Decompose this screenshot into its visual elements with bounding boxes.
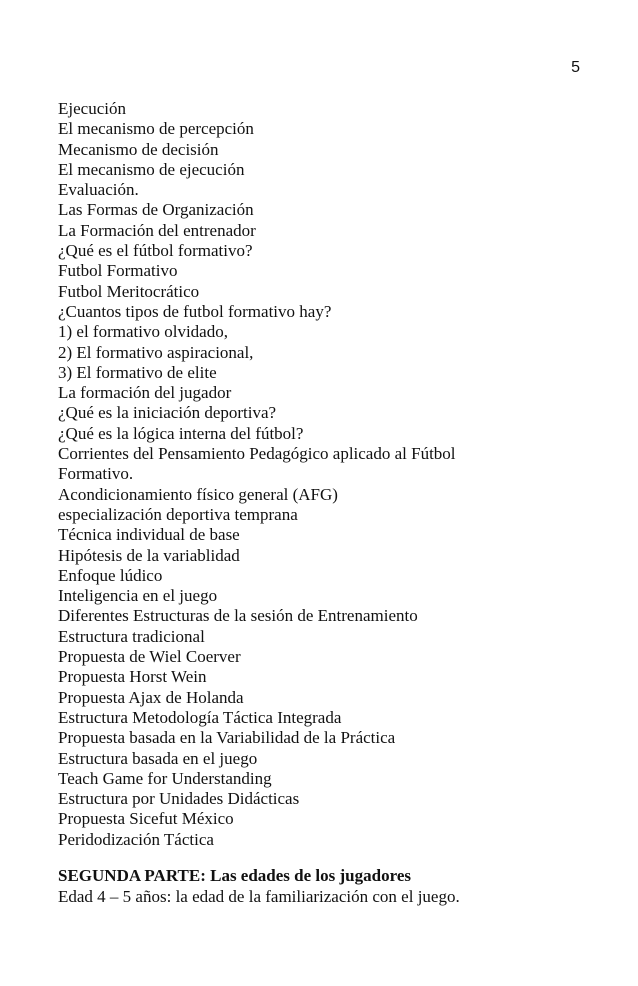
toc-line: Acondicionamiento físico general (AFG)	[58, 484, 338, 504]
toc-line: Formativo.	[58, 464, 134, 484]
toc-line: Hipótesis de la variablidad	[58, 545, 240, 565]
toc-line: 1) el formativo olvidado,	[58, 322, 228, 342]
toc-line: Evaluación.	[58, 180, 139, 200]
toc-line: Las Formas de Organización	[58, 200, 254, 220]
toc-line: Estructura por Unidades Didácticas	[58, 789, 300, 809]
toc-line: Estructura Metodología Táctica Integrada	[58, 707, 342, 727]
toc-line: Futbol Meritocrático	[58, 281, 200, 301]
toc-line: ¿Qué es el fútbol formativo?	[58, 241, 253, 261]
toc-line: Mecanismo de decisión	[58, 139, 219, 159]
toc-line: Ejecución	[58, 99, 126, 118]
toc-line: Propuesta Sicefut México	[58, 809, 234, 829]
toc-line: ¿Qué es la lógica interna del fútbol?	[58, 423, 304, 443]
toc-line: ¿Qué es la iniciación deportiva?	[58, 403, 277, 423]
toc-line: 2) El formativo aspiracional,	[58, 342, 254, 362]
toc-line: Futbol Formativo	[58, 261, 178, 281]
toc-line: Estructura tradicional	[58, 626, 205, 646]
toc-line: Estructura basada en el juego	[58, 748, 258, 768]
toc-line: Propuesta Ajax de Holanda	[58, 687, 244, 707]
toc-line: Propuesta basada en la Variabilidad de la Práctica	[58, 728, 396, 748]
toc-line: Técnica individual de base	[58, 525, 240, 545]
toc-line: 3) El formativo de elite	[58, 362, 217, 382]
toc-line: Diferentes Estructuras de la sesión de Entrenamiento	[58, 606, 418, 626]
toc-line: Propuesta Horst Wein	[58, 667, 207, 687]
toc-line: El mecanismo de percepción	[58, 119, 254, 139]
toc-line: La formación del jugador	[58, 383, 232, 403]
section-heading: SEGUNDA PARTE: Las edades de los jugadores	[58, 865, 411, 885]
page-number: 5	[571, 59, 580, 76]
section-line: Edad 4 – 5 años: la edad de la familiarización con el juego.	[58, 886, 460, 906]
toc-line: Inteligencia en el juego	[58, 586, 218, 606]
toc-list	[58, 99, 598, 850]
toc-line: especialización deportiva temprana	[58, 504, 298, 524]
table-of-contents	[58, 99, 598, 907]
toc-line: Corrientes del Pensamiento Pedagógico aplicado al Fútbol	[58, 444, 456, 464]
toc-line: El mecanismo de ejecución	[58, 159, 245, 179]
toc-line: La Formación del entrenador	[58, 220, 256, 240]
toc-line: Enfoque lúdico	[58, 565, 163, 585]
toc-line: Propuesta de Wiel Coerver	[58, 647, 241, 667]
toc-line: ¿Cuantos tipos de futbol formativo hay?	[58, 301, 332, 321]
toc-line: Teach Game for Understanding	[58, 768, 272, 788]
toc-line: Peridodización Táctica	[58, 829, 214, 849]
